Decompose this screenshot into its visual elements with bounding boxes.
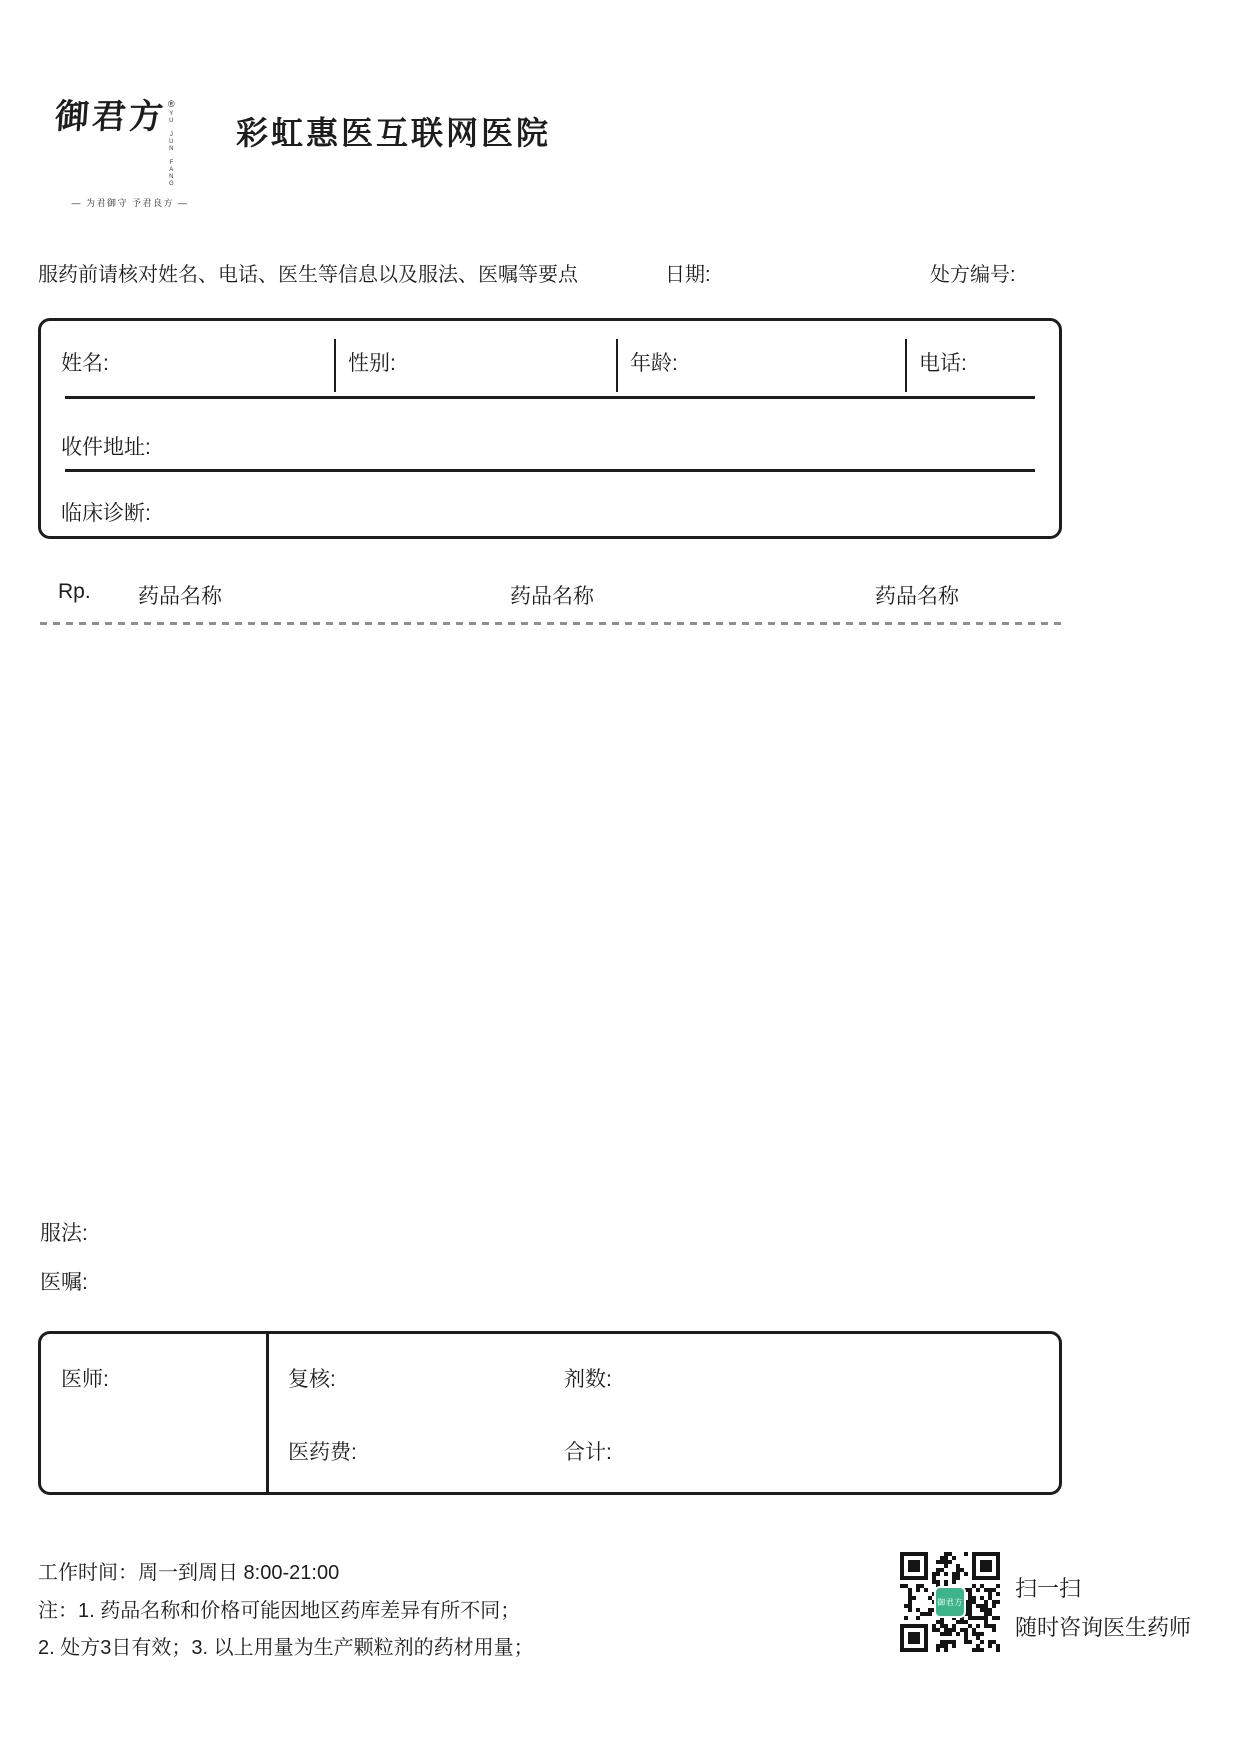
drug-column-header: 药品名称 (875, 585, 959, 608)
brand-logo (53, 97, 205, 209)
age-label: 年龄: (630, 352, 678, 375)
registered-trademark-icon: ® (168, 99, 175, 109)
hospital-name: 彩虹惠医互联网医院 (236, 115, 552, 151)
review-label: 复核: (288, 1368, 336, 1391)
qr-brand-badge: 御君方 (934, 1586, 966, 1618)
row-divider (65, 469, 1035, 472)
drug-column-header: 药品名称 (510, 585, 594, 608)
rx-number-label: 处方编号: (930, 264, 1016, 286)
qr-code (900, 1552, 1000, 1652)
total-label: 合计: (564, 1441, 612, 1464)
advice-label: 医嘱: (40, 1271, 88, 1294)
phone-label: 电话: (919, 352, 967, 375)
usage-label: 服法: (40, 1222, 88, 1245)
signature-box (38, 1331, 1062, 1495)
field-divider (905, 339, 907, 392)
diagnosis-label: 临床诊断: (61, 502, 151, 525)
doctor-label: 医师: (61, 1368, 109, 1391)
field-divider (616, 339, 618, 392)
note-line-2: 2. 处方3日有效；3. 以上用量为生产颗粒剂的药材用量； (38, 1637, 534, 1659)
gender-label: 性别: (348, 352, 396, 375)
fee-label: 医药费: (288, 1441, 357, 1464)
work-hours: 工作时间：周一到周日 8:00-21:00 (38, 1562, 340, 1584)
rx-divider-dashed (40, 622, 1062, 625)
note-line-1: 注：1. 药品名称和价格可能因地区药库差异有所不同； (38, 1600, 521, 1622)
address-label: 收件地址: (61, 436, 151, 459)
patient-info-box (38, 318, 1062, 539)
row-divider (65, 396, 1035, 399)
date-label: 日期: (665, 264, 711, 286)
qr-scan-hint: 随时咨询医生药师 (1015, 1615, 1192, 1640)
drug-column-header: 药品名称 (138, 585, 222, 608)
rp-label: Rp. (58, 580, 91, 603)
dose-count-label: 剂数: (564, 1368, 612, 1391)
signature-box-divider (266, 1334, 269, 1492)
brand-logo-text: 御君方 (53, 97, 168, 137)
check-hint: 服药前请核对姓名、电话、医生等信息以及服法、医嘱等要点 (38, 264, 578, 286)
brand-vertical-text: YU JUN FANG (168, 111, 175, 188)
name-label: 姓名: (61, 352, 109, 375)
brand-slogan: — 为君御守 予君良方 — (71, 198, 189, 208)
qr-scan-label: 扫一扫 (1015, 1576, 1082, 1601)
field-divider (334, 339, 336, 392)
